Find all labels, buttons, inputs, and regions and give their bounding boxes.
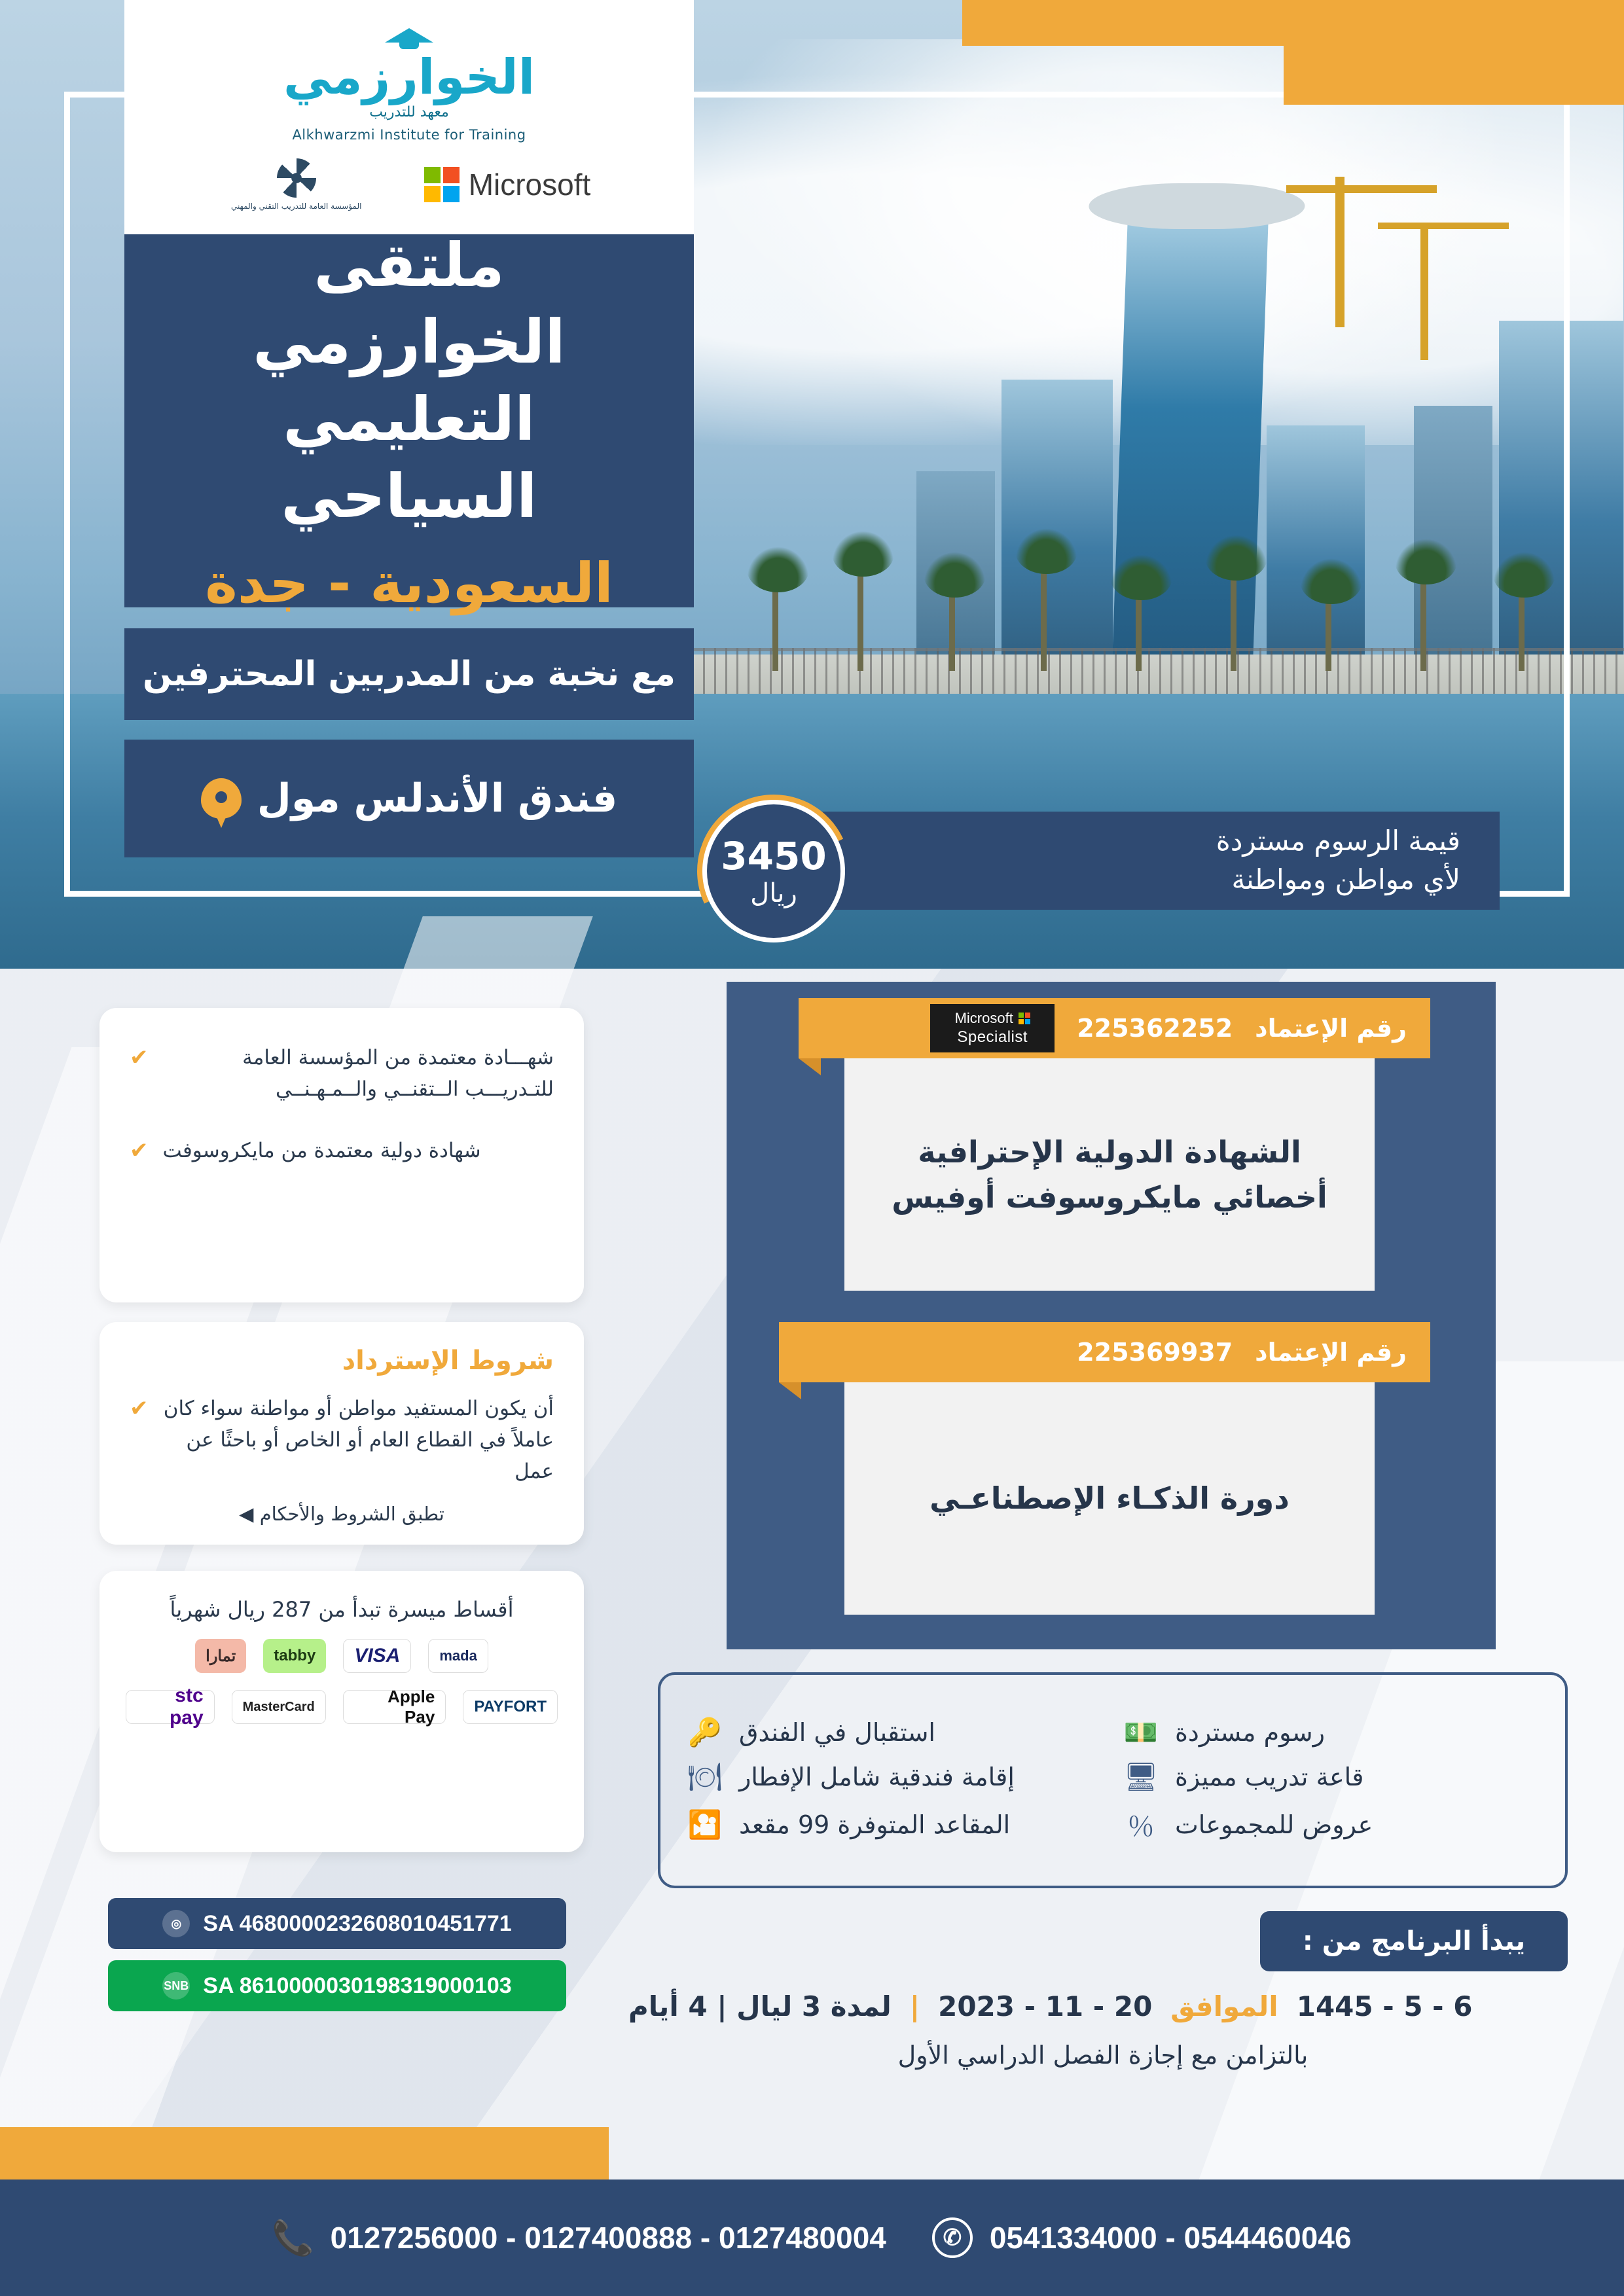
iban-value: SA 8610000030198319000103 (203, 1973, 512, 1998)
mobile-contact-group[interactable] (932, 2217, 1352, 2258)
keys-icon: 🔑 (687, 1716, 723, 1748)
location-pin-icon (201, 778, 242, 819)
bank-account-2[interactable] (108, 1960, 566, 2011)
footer-contact-bar (0, 2179, 1624, 2296)
tvtc-caption: المؤسسة العامة للتدريب التقني والمهني (230, 202, 362, 211)
feature-text: عروض للمجموعات (1175, 1810, 1373, 1839)
feature-text: المقاعد المتوفرة 99 مقعد (739, 1810, 1011, 1839)
feature-text: قاعة تدريب مميزة (1175, 1763, 1364, 1791)
refund-card (99, 1322, 584, 1545)
benefit-text: شهادة دولية معتمدة من مايكروسوفت (162, 1139, 481, 1163)
date-line (628, 1983, 1578, 2029)
triangle-right-icon: ◀ (239, 1503, 254, 1526)
bank-icon: ◎ (162, 1910, 190, 1937)
title-location: السعودية - جدة (205, 550, 613, 615)
price-amount: 3450 (721, 834, 827, 878)
check-icon: ✔ (130, 1138, 149, 1164)
check-icon: ✔ (130, 1045, 149, 1071)
fee-note-line-2: لأي مواطن ومواطنة (1231, 863, 1460, 895)
cert-2-header (779, 1322, 1430, 1382)
feature-item (1123, 1761, 1539, 1793)
feature-item (1123, 1716, 1539, 1749)
benefit-item (130, 1042, 554, 1105)
landline-numbers: 0127480004 - 0127400888 - 0127256000 (330, 2221, 886, 2255)
payment-method-mada: mada (428, 1639, 488, 1673)
refund-item (130, 1393, 554, 1487)
features-box (658, 1672, 1568, 1888)
microsoft-specialist-badge (930, 1004, 1055, 1052)
seats-icon: 🎦 (687, 1808, 723, 1840)
microsoft-logo (424, 167, 591, 202)
payment-methods-row-1 (126, 1639, 558, 1673)
benefits-card (99, 1008, 584, 1302)
subtitle-panel (124, 628, 694, 720)
payment-method-stc-pay: stc pay (126, 1690, 215, 1724)
subtitle-text: مع نخبة من المدربين المحترفين (143, 655, 676, 694)
microsoft-label: Microsoft (468, 168, 591, 202)
title-line-1: ملتقى الخوارزمي (253, 230, 566, 378)
price-badge (702, 800, 845, 942)
payment-method-tamara: تمارا (195, 1639, 246, 1673)
cert-1-header (799, 998, 1430, 1058)
payment-method-visa: VISA (343, 1639, 411, 1673)
decor-yellow-top (962, 0, 1303, 46)
price-currency: ريال (750, 878, 797, 908)
cert-1-number: 225362252 (1077, 1014, 1233, 1043)
payment-method-tabby: tabby (263, 1639, 326, 1673)
title-panel (124, 230, 694, 615)
fee-note-line-1: قيمة الرسوم مستردة (1216, 825, 1460, 857)
payment-method-mastercard: MasterCard (232, 1690, 326, 1724)
matching-label: الموافق (1170, 1990, 1278, 2022)
refund-text: أن يكون المستفيد مواطن أو مواطنة سواء كان عاملاً في القطاع العام أو الخاص أو باحثًا عن عمل (163, 1397, 554, 1484)
cert-2-label: رقم الإعتماد (1255, 1338, 1407, 1367)
logo-arabic-subtitle: معهد للتدريب (369, 104, 449, 121)
duration-text: لمدة 3 ليال | 4 أيام (628, 1990, 892, 2022)
fee-ribbon (819, 812, 1500, 910)
schedule-note-text: بالتزامن مع إجازة الفصل الدراسي الأول (897, 2041, 1308, 2070)
tvtc-mark-icon (277, 158, 316, 198)
breakfast-icon: 🍽 (687, 1761, 723, 1793)
terms-note (130, 1503, 554, 1525)
payment-card (99, 1571, 584, 1852)
feature-item (687, 1805, 1103, 1844)
money-icon: 💵 (1123, 1716, 1159, 1748)
feature-item (687, 1761, 1103, 1793)
check-icon: ✔ (130, 1395, 149, 1422)
benefit-item (130, 1135, 554, 1166)
cert-1-label: رقم الإعتماد (1255, 1014, 1407, 1043)
logo-card (124, 0, 694, 234)
logo-arabic-wordmark: الخوارزمي (283, 49, 535, 106)
mobile-numbers: 0544460046 - 0541334000 (989, 2221, 1352, 2255)
feature-item (1123, 1805, 1539, 1844)
ms-badge-bottom: Specialist (957, 1028, 1028, 1046)
installments-title: أقساط ميسرة تبدأ من 287 ريال شهرياً (170, 1597, 514, 1622)
venue-text: فندق الأندلس مول (257, 776, 618, 821)
cert-1-title-line-2: أخصائي مايكروسوفت أوفيس (892, 1179, 1327, 1215)
landline-contact-group[interactable] (273, 2217, 886, 2258)
bank-account-1[interactable] (108, 1898, 566, 1949)
microsoft-grid-icon (424, 167, 460, 202)
snb-bank-icon: SNB (162, 1972, 190, 2000)
training-room-icon: 🖥 (1123, 1761, 1159, 1793)
feature-text: استقبال في الفندق (739, 1718, 935, 1747)
institute-logo (283, 23, 535, 143)
cert-2-title: دورة الذكـاء الإصطناعـي (929, 1480, 1290, 1516)
venue-panel (124, 740, 694, 857)
tvtc-logo (228, 158, 365, 211)
hijri-date: 6 - 5 - 1445 (1296, 1990, 1473, 2022)
payment-methods-row-2 (126, 1685, 558, 1729)
cert-1-body (844, 1058, 1375, 1291)
feature-item (687, 1716, 1103, 1749)
terms-note-text: تطبق الشروط والأحكام (259, 1503, 444, 1526)
logo-english-wordmark: Alkhwarzmi Institute for Training (292, 127, 526, 143)
phone-icon: 📞 (272, 2219, 314, 2257)
discount-icon: ％ (1127, 1810, 1155, 1842)
cert-1-title-line-1: الشهادة الدولية الإحترافية (918, 1134, 1301, 1170)
divider: | (909, 1990, 920, 2022)
feature-text: رسوم مستردة (1175, 1718, 1325, 1747)
start-label-text: يبدأ البرنامج من : (1302, 1926, 1526, 1956)
decor-yellow-bottom-left (0, 2127, 609, 2179)
title-line-2: التعليمي السياحي (281, 384, 537, 531)
decor-yellow-top-right (1284, 0, 1624, 105)
partner-logos (228, 158, 591, 211)
whatsapp-icon: ✆ (932, 2217, 973, 2258)
gregorian-date: 20 - 11 - 2023 (938, 1990, 1153, 2022)
schedule-note (628, 2036, 1578, 2075)
payment-method-apple-pay: Apple Pay (343, 1690, 446, 1724)
benefit-text: شهـــادة معتمدة من المؤسسة العامة للتـدريـــب الــتقنــي والــمـهـنــي (242, 1046, 554, 1102)
payment-method-payfort: PAYFORT (463, 1690, 558, 1724)
iban-value: SA 4680000232608010451771 (203, 1910, 512, 1936)
graduation-cap-icon (385, 23, 433, 49)
refund-title: شروط الإسترداد (342, 1346, 554, 1376)
ms-badge-top: Microsoft (954, 1010, 1013, 1026)
feature-text: إقامة فندقية شامل الإفطار (739, 1763, 1015, 1791)
cert-2-body (844, 1382, 1375, 1615)
start-label-pill (1260, 1911, 1568, 1971)
cert-2-number: 225369937 (1077, 1338, 1233, 1367)
